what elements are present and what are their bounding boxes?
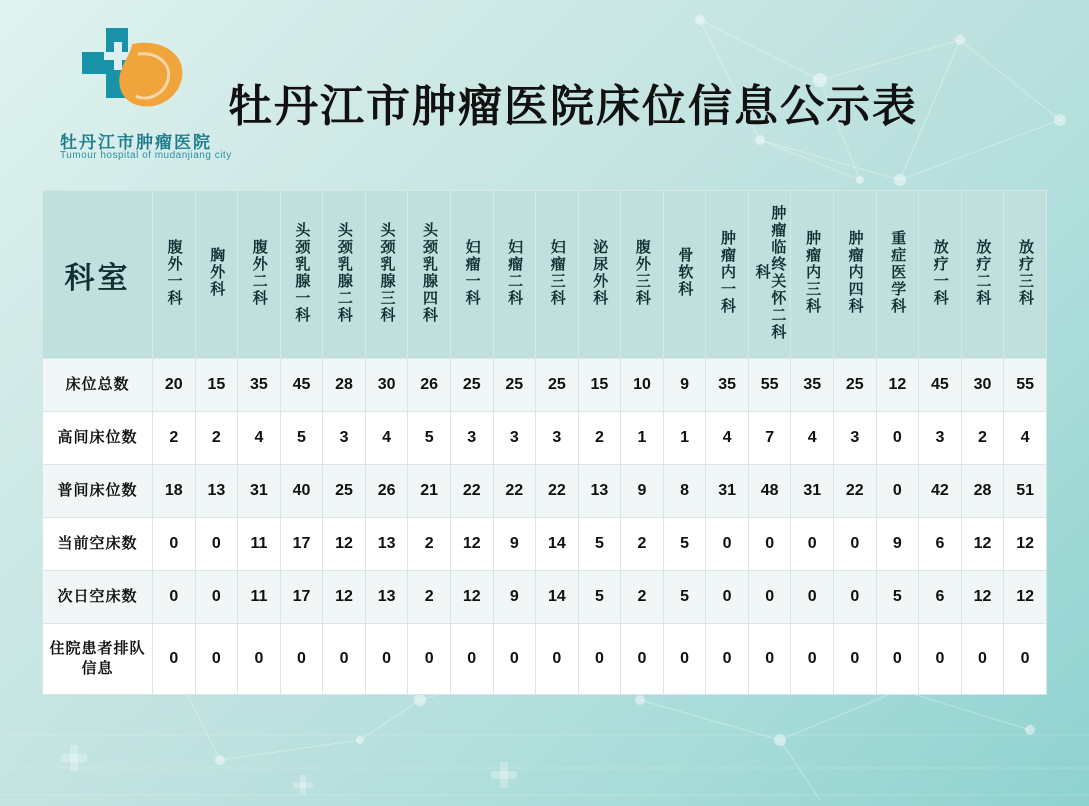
table-cell: 0 bbox=[450, 624, 493, 695]
department-name: 头颈乳腺一科 bbox=[293, 221, 311, 324]
table-cell: 15 bbox=[195, 359, 238, 412]
table-cell: 2 bbox=[153, 412, 196, 465]
table-cell: 48 bbox=[748, 465, 791, 518]
column-header bbox=[280, 191, 323, 359]
table-cell: 22 bbox=[834, 465, 877, 518]
department-name: 腹外三科 bbox=[633, 238, 651, 307]
table-cell: 0 bbox=[365, 624, 408, 695]
table-cell: 30 bbox=[365, 359, 408, 412]
table-cell: 25 bbox=[536, 359, 579, 412]
table-cell: 3 bbox=[450, 412, 493, 465]
table-cell: 1 bbox=[621, 412, 664, 465]
table-cell: 28 bbox=[323, 359, 366, 412]
table-cell: 12 bbox=[323, 518, 366, 571]
table-cell: 4 bbox=[238, 412, 281, 465]
department-name: 重症医学科 bbox=[889, 230, 907, 315]
table-cell: 35 bbox=[706, 359, 749, 412]
table-cell: 13 bbox=[578, 465, 621, 518]
department-name: 肿瘤内三科 bbox=[804, 230, 822, 315]
column-header bbox=[450, 191, 493, 359]
column-header bbox=[153, 191, 196, 359]
row-label: 当前空床数 bbox=[43, 518, 153, 571]
table-cell: 10 bbox=[621, 359, 664, 412]
table-cell: 3 bbox=[323, 412, 366, 465]
table-cell: 20 bbox=[153, 359, 196, 412]
table-cell: 0 bbox=[791, 571, 834, 624]
table-cell: 12 bbox=[323, 571, 366, 624]
table-cell: 5 bbox=[578, 518, 621, 571]
table-cell: 25 bbox=[450, 359, 493, 412]
table-cell: 0 bbox=[280, 624, 323, 695]
table-cell: 0 bbox=[195, 571, 238, 624]
table-cell: 0 bbox=[153, 571, 196, 624]
table-cell: 13 bbox=[365, 571, 408, 624]
table-cell: 12 bbox=[961, 571, 1004, 624]
column-header bbox=[876, 191, 919, 359]
column-header bbox=[195, 191, 238, 359]
department-name: 泌尿外科 bbox=[591, 238, 609, 307]
department-name: 骨软科 bbox=[676, 247, 694, 298]
table-cell: 2 bbox=[961, 412, 1004, 465]
column-header bbox=[493, 191, 536, 359]
row-label: 普间床位数 bbox=[43, 465, 153, 518]
department-name: 肿瘤内四科 bbox=[846, 230, 864, 315]
table-cell: 0 bbox=[876, 624, 919, 695]
column-header bbox=[961, 191, 1004, 359]
table-cell: 42 bbox=[919, 465, 962, 518]
table-cell: 40 bbox=[280, 465, 323, 518]
table-header bbox=[43, 191, 1047, 359]
table-cell: 28 bbox=[961, 465, 1004, 518]
hospital-cross-leaf-logo-icon bbox=[70, 24, 190, 124]
table-cell: 0 bbox=[791, 624, 834, 695]
table-cell: 12 bbox=[876, 359, 919, 412]
department-name: 放疗一科 bbox=[931, 238, 949, 307]
table-cell: 0 bbox=[748, 624, 791, 695]
column-header bbox=[1004, 191, 1047, 359]
row-label: 高间床位数 bbox=[43, 412, 153, 465]
corner-label: 科室 bbox=[43, 191, 153, 359]
table-cell: 0 bbox=[493, 624, 536, 695]
table-cell: 0 bbox=[919, 624, 962, 695]
table-cell: 0 bbox=[706, 518, 749, 571]
table-cell: 25 bbox=[493, 359, 536, 412]
table-cell: 5 bbox=[408, 412, 451, 465]
row-label: 次日空床数 bbox=[43, 571, 153, 624]
table-cell: 5 bbox=[876, 571, 919, 624]
table-row bbox=[43, 465, 1047, 518]
table-cell: 4 bbox=[365, 412, 408, 465]
column-header bbox=[238, 191, 281, 359]
column-header bbox=[621, 191, 664, 359]
table-cell: 13 bbox=[365, 518, 408, 571]
department-name: 胸外科 bbox=[208, 247, 226, 298]
department-name: 妇瘤二科 bbox=[506, 238, 524, 307]
table-cell: 25 bbox=[834, 359, 877, 412]
table-cell: 21 bbox=[408, 465, 451, 518]
column-header bbox=[536, 191, 579, 359]
table-cell: 55 bbox=[1004, 359, 1047, 412]
department-name: 肿瘤临终关怀二科科 bbox=[753, 204, 787, 341]
row-label: 床位总数 bbox=[43, 359, 153, 412]
table-cell: 31 bbox=[238, 465, 281, 518]
table-cell: 31 bbox=[706, 465, 749, 518]
bed-info-table-container bbox=[42, 190, 1047, 695]
table-row bbox=[43, 624, 1047, 695]
department-name: 腹外二科 bbox=[250, 238, 268, 307]
table-cell: 3 bbox=[919, 412, 962, 465]
table-cell: 4 bbox=[791, 412, 834, 465]
table-cell: 0 bbox=[706, 571, 749, 624]
column-header bbox=[323, 191, 366, 359]
table-cell: 2 bbox=[621, 518, 664, 571]
table-cell: 2 bbox=[195, 412, 238, 465]
table-cell: 14 bbox=[536, 571, 579, 624]
column-header bbox=[365, 191, 408, 359]
table-cell: 35 bbox=[238, 359, 281, 412]
table-cell: 30 bbox=[961, 359, 1004, 412]
table-cell: 13 bbox=[195, 465, 238, 518]
table-cell: 22 bbox=[536, 465, 579, 518]
table-cell: 22 bbox=[450, 465, 493, 518]
table-cell: 0 bbox=[961, 624, 1004, 695]
table-cell: 51 bbox=[1004, 465, 1047, 518]
department-name: 妇瘤三科 bbox=[548, 238, 566, 307]
table-row bbox=[43, 571, 1047, 624]
table-cell: 9 bbox=[493, 571, 536, 624]
logo-name-cn: 牡丹江市肿瘤医院 bbox=[60, 133, 212, 152]
table-cell: 25 bbox=[323, 465, 366, 518]
table-cell: 0 bbox=[834, 518, 877, 571]
table-cell: 18 bbox=[153, 465, 196, 518]
table-body bbox=[43, 359, 1047, 695]
table-cell: 0 bbox=[1004, 624, 1047, 695]
table-cell: 0 bbox=[748, 518, 791, 571]
table-cell: 8 bbox=[663, 465, 706, 518]
department-name: 头颈乳腺二科 bbox=[335, 221, 353, 324]
table-cell: 12 bbox=[450, 571, 493, 624]
department-name: 头颈乳腺三科 bbox=[378, 221, 396, 324]
table-cell: 17 bbox=[280, 518, 323, 571]
table-cell: 3 bbox=[493, 412, 536, 465]
department-name: 放疗三科 bbox=[1017, 238, 1034, 307]
table-cell: 0 bbox=[153, 624, 196, 695]
table-cell: 2 bbox=[408, 571, 451, 624]
table-cell: 45 bbox=[280, 359, 323, 412]
table-cell: 4 bbox=[1004, 412, 1047, 465]
page-title: 牡丹江市肿瘤医院床位信息公示表 bbox=[228, 82, 918, 131]
table-cell: 3 bbox=[834, 412, 877, 465]
department-name: 肿瘤内一科 bbox=[718, 230, 736, 315]
column-header bbox=[834, 191, 877, 359]
table-cell: 45 bbox=[919, 359, 962, 412]
row-label: 住院患者排队信息 bbox=[43, 624, 153, 695]
header-row bbox=[43, 191, 1047, 359]
table-cell: 0 bbox=[195, 518, 238, 571]
table-cell: 5 bbox=[280, 412, 323, 465]
table-cell: 11 bbox=[238, 518, 281, 571]
column-header bbox=[663, 191, 706, 359]
page-header bbox=[60, 24, 918, 164]
bed-info-table bbox=[42, 190, 1047, 695]
table-cell: 9 bbox=[876, 518, 919, 571]
department-name: 妇瘤一科 bbox=[463, 238, 481, 307]
table-row bbox=[43, 359, 1047, 412]
table-cell: 0 bbox=[153, 518, 196, 571]
table-row bbox=[43, 412, 1047, 465]
table-cell: 0 bbox=[238, 624, 281, 695]
table-cell: 0 bbox=[876, 412, 919, 465]
table-cell: 2 bbox=[408, 518, 451, 571]
table-cell: 12 bbox=[1004, 571, 1047, 624]
hospital-logo bbox=[60, 24, 232, 164]
column-header bbox=[919, 191, 962, 359]
table-cell: 7 bbox=[748, 412, 791, 465]
table-cell: 2 bbox=[578, 412, 621, 465]
table-cell: 14 bbox=[536, 518, 579, 571]
table-cell: 2 bbox=[621, 571, 664, 624]
table-cell: 22 bbox=[493, 465, 536, 518]
table-cell: 26 bbox=[365, 465, 408, 518]
table-cell: 5 bbox=[663, 518, 706, 571]
logo-name-en: Tumour hospital of mudanjiang city bbox=[60, 150, 232, 161]
column-header bbox=[706, 191, 749, 359]
table-cell: 0 bbox=[578, 624, 621, 695]
table-cell: 12 bbox=[1004, 518, 1047, 571]
table-row bbox=[43, 518, 1047, 571]
table-cell: 0 bbox=[834, 624, 877, 695]
table-cell: 0 bbox=[663, 624, 706, 695]
table-cell: 0 bbox=[791, 518, 834, 571]
table-cell: 55 bbox=[748, 359, 791, 412]
table-cell: 12 bbox=[961, 518, 1004, 571]
table-cell: 31 bbox=[791, 465, 834, 518]
column-header bbox=[748, 191, 791, 359]
table-cell: 9 bbox=[493, 518, 536, 571]
table-cell: 1 bbox=[663, 412, 706, 465]
table-cell: 4 bbox=[706, 412, 749, 465]
table-cell: 0 bbox=[536, 624, 579, 695]
table-cell: 0 bbox=[834, 571, 877, 624]
table-cell: 5 bbox=[578, 571, 621, 624]
table-cell: 12 bbox=[450, 518, 493, 571]
table-cell: 0 bbox=[748, 571, 791, 624]
column-header bbox=[791, 191, 834, 359]
table-cell: 3 bbox=[536, 412, 579, 465]
department-name: 放疗二科 bbox=[974, 238, 992, 307]
table-cell: 11 bbox=[238, 571, 281, 624]
table-cell: 26 bbox=[408, 359, 451, 412]
table-cell: 0 bbox=[706, 624, 749, 695]
table-cell: 0 bbox=[195, 624, 238, 695]
department-name: 头颈乳腺四科 bbox=[421, 221, 439, 324]
table-cell: 15 bbox=[578, 359, 621, 412]
table-cell: 9 bbox=[621, 465, 664, 518]
table-cell: 9 bbox=[663, 359, 706, 412]
column-header bbox=[578, 191, 621, 359]
table-cell: 0 bbox=[408, 624, 451, 695]
department-name: 腹外一科 bbox=[165, 238, 183, 307]
table-cell: 0 bbox=[621, 624, 664, 695]
table-cell: 5 bbox=[663, 571, 706, 624]
table-cell: 6 bbox=[919, 518, 962, 571]
table-cell: 0 bbox=[323, 624, 366, 695]
table-cell: 35 bbox=[791, 359, 834, 412]
table-cell: 0 bbox=[876, 465, 919, 518]
table-cell: 17 bbox=[280, 571, 323, 624]
table-cell: 6 bbox=[919, 571, 962, 624]
column-header bbox=[408, 191, 451, 359]
